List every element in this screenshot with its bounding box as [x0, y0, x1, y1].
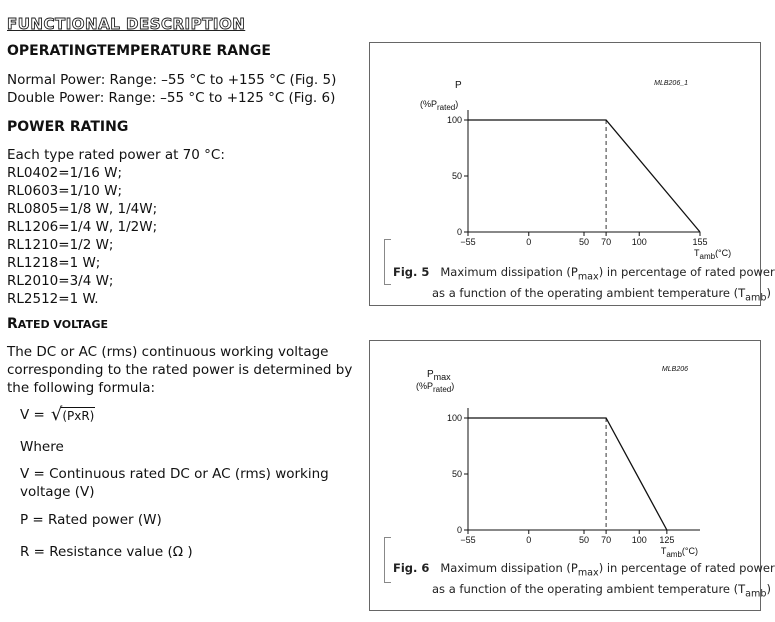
x-tick-label: 0 — [526, 535, 532, 545]
power-rating-item: RL0402=1/16 W; — [7, 165, 123, 181]
operating-temperature-heading: OPERATINGTEMPERATURE RANGE — [7, 43, 271, 59]
formula-lhs: V = — [20, 407, 45, 423]
x-tick-label: 70 — [601, 535, 612, 545]
definition-p: P = Rated power (W) — [20, 512, 162, 528]
y-tick-label: 0 — [456, 525, 462, 535]
double-power-range: Double Power: Range: –55 °C to +125 °C (Fig. 6) — [7, 90, 336, 106]
section-title: FUNCTIONAL DESCRIPTION — [7, 15, 246, 33]
x-tick-label: −55 — [460, 535, 476, 545]
power-rating-item: RL1210=1/2 W; — [7, 237, 114, 253]
derating-curve — [468, 120, 700, 232]
x-tick-label: 50 — [578, 237, 590, 247]
x-axis-label: Tamb(°C) — [660, 546, 699, 559]
x-tick-label: 125 — [659, 535, 675, 545]
x-tick-label: 100 — [631, 535, 647, 545]
x-tick-label: 155 — [692, 237, 708, 247]
y-axis-label: P — [455, 80, 462, 91]
power-rating-item: RL0603=1/10 W; — [7, 183, 123, 199]
x-tick-label: 70 — [601, 237, 612, 247]
x-axis-label: Tamb(°C) — [694, 248, 732, 261]
definition-r: R = Resistance value (Ω ) — [20, 544, 193, 560]
chart-code-label: MLB206 — [661, 366, 688, 373]
x-tick-label: 0 — [526, 237, 532, 247]
power-rating-item: RL1218=1 W; — [7, 255, 101, 271]
y-axis-label: Pmax — [427, 369, 451, 382]
figure-5-caption: Fig. 5 Maximum dissipation $(P_{max})$ in percentage of rated power as a function of the operating ambient temperature $(T_{amb})$ — [393, 265, 775, 304]
figure-6-caption: Fig. 6 Maximum dissipation $(P_{max})$ in percentage of rated power as a function of the operating ambient temperature $(T_{amb})$ — [393, 561, 775, 600]
sqrt-sign-icon: √ — [50, 404, 63, 425]
y-axis-unit-label: (%Prated) — [416, 381, 455, 394]
x-tick-label: 100 — [631, 237, 647, 247]
y-tick-label: 0 — [456, 227, 462, 237]
power-rating-item: RL2512=1 W. — [7, 291, 99, 307]
figure-6-chart — [370, 341, 760, 559]
power-rating-item: RL1206=1/4 W, 1/2W; — [7, 219, 158, 235]
caption-bracket — [384, 537, 391, 583]
y-axis-unit-label: (%Prated) — [420, 99, 459, 112]
caption-bracket — [384, 239, 391, 285]
chart-code-label: MLB206_1 — [654, 80, 688, 87]
y-tick-label: 50 — [451, 171, 462, 181]
rated-voltage-heading: RATED VOLTAGE — [7, 316, 108, 332]
y-tick-label: 100 — [446, 413, 462, 423]
figure-6 — [369, 340, 775, 611]
definition-v: V = Continuous rated DC or AC (rms) working voltage (V) — [20, 466, 329, 500]
formula-radicand: (PxR) — [62, 409, 95, 423]
where-label: Where — [20, 439, 64, 455]
normal-power-range: Normal Power: Range: –55 °C to +155 °C (Fig. 5) — [7, 72, 337, 88]
operating-temperature-text — [7, 71, 336, 107]
figure-5-chart — [370, 43, 760, 261]
derating-curve — [468, 418, 667, 530]
power-rating-list — [7, 146, 225, 308]
figure-5 — [369, 42, 775, 306]
power-rating-heading: POWER RATING — [7, 119, 129, 135]
power-rating-item: RL2010=3/4 W; — [7, 273, 114, 289]
y-tick-label: 100 — [446, 115, 462, 125]
x-tick-label: 50 — [578, 535, 590, 545]
power-rating-intro: Each type rated power at 70 °C: — [7, 147, 225, 163]
x-tick-label: −55 — [460, 237, 476, 247]
y-tick-label: 50 — [451, 469, 462, 479]
power-rating-item: RL0805=1/8 W, 1/4W; — [7, 201, 158, 217]
square-root — [51, 406, 96, 424]
voltage-formula — [20, 406, 95, 424]
rated-voltage-paragraph: The DC or AC (rms) continuous working voltage corresponding to the rated power is determined by the following formula: — [7, 344, 353, 396]
